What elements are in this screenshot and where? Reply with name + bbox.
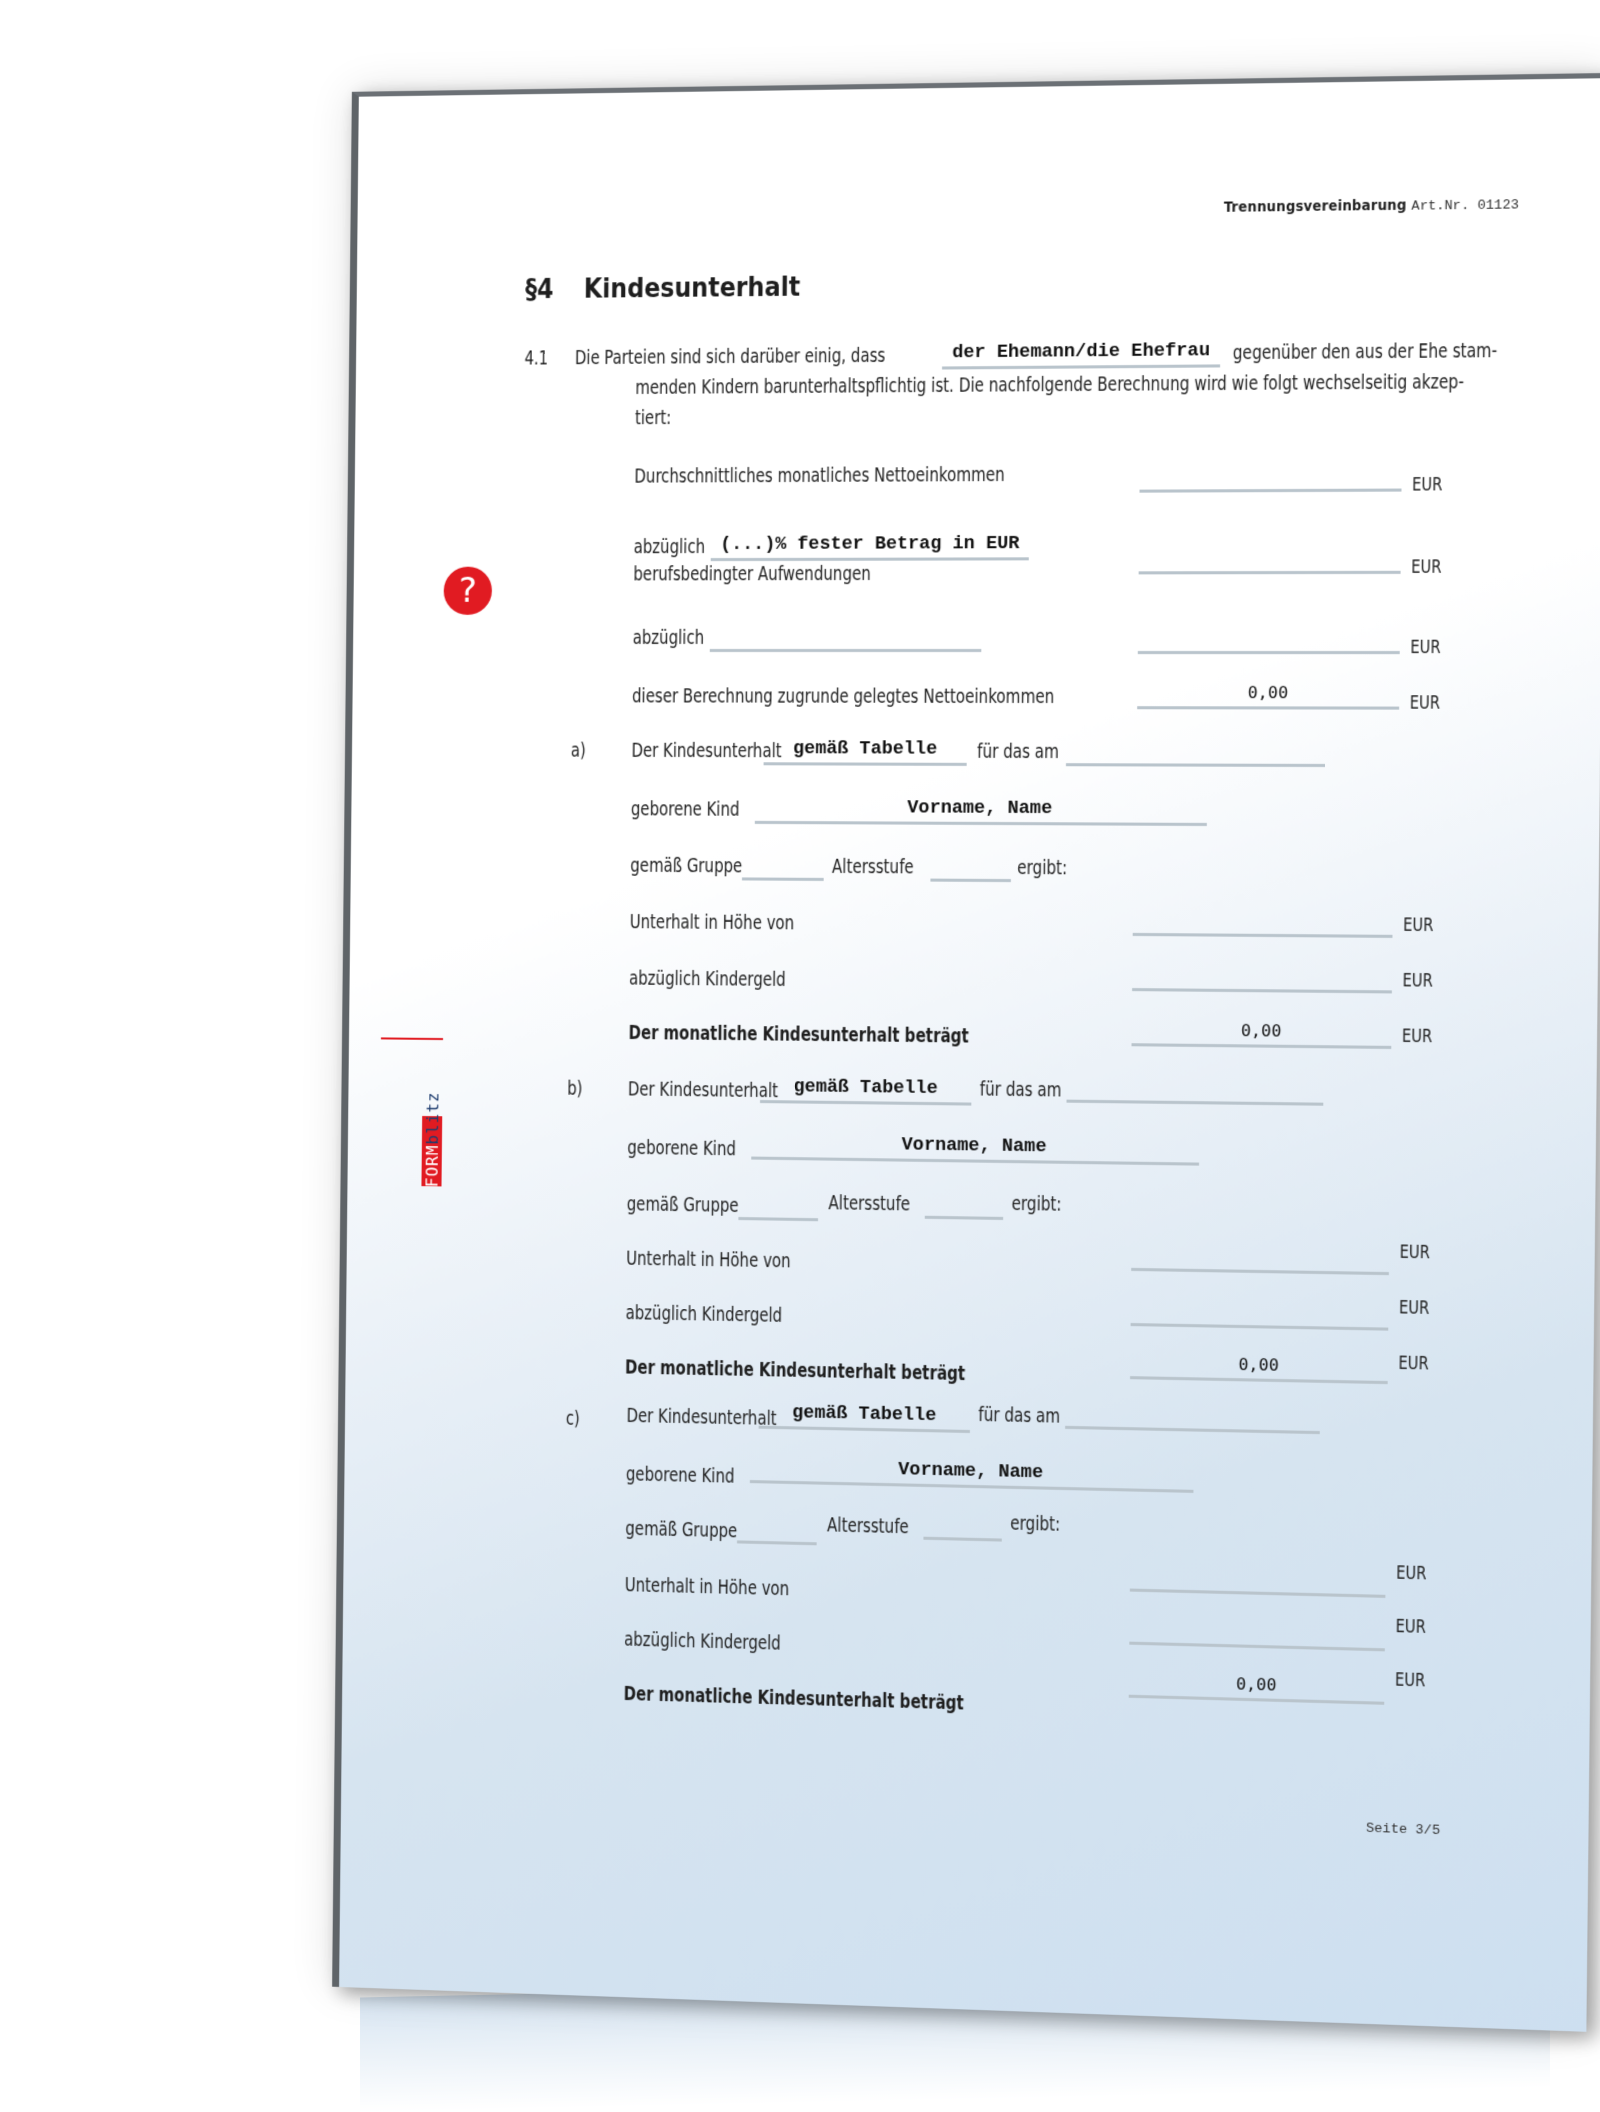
deduction2-value-field[interactable] [1138,626,1400,654]
clause-text-line3: tiert: [634,406,672,430]
total-label: Der monatliche Kindesunterhalt beträgt [624,1356,966,1386]
total-label: Der monatliche Kindesunterhalt beträgt [628,1021,969,1048]
currency-label: EUR [1409,692,1441,714]
birthdate-label: für das am [978,1403,1061,1428]
currency-label: EUR [1411,556,1442,578]
maintenance-label: Der Kindesunterhalt [631,739,782,763]
group-field[interactable] [738,1193,818,1221]
page-header [1224,193,1519,216]
age-level-label: Altersstufe [831,855,914,879]
age-level-field[interactable] [925,1191,1004,1220]
child-name-field[interactable]: Vorname, Name [755,797,1207,826]
birthdate-field[interactable] [1065,1401,1320,1434]
birthdate-field[interactable] [1066,739,1325,767]
child-benefit-label: abzüglich Kindergeld [624,1628,781,1655]
group-field[interactable] [742,853,824,881]
age-level-field[interactable] [930,854,1011,882]
currency-label: EUR [1395,1615,1426,1639]
result-label: ergibt: [1017,856,1068,880]
currency-label: EUR [1403,914,1434,937]
currency-label: EUR [1402,969,1433,992]
amount-field[interactable] [1133,908,1393,938]
currency-label: EUR [1410,636,1441,659]
amount-label: Unterhalt in Höhe von [626,1247,791,1273]
child-name-field[interactable]: Vorname, Name [751,1132,1199,1165]
currency-label: EUR [1401,1025,1433,1048]
age-level-field[interactable] [923,1512,1002,1541]
total-field[interactable]: 0,00 [1129,1670,1385,1705]
liable-party-field[interactable]: der Ehemann/die Ehefrau [942,340,1220,370]
article-number: Art.Nr. 01123 [1411,197,1519,214]
born-child-label: geborene Kind [627,1136,737,1161]
deduction1-label: abzüglich [633,535,706,559]
basis-income-field[interactable]: 0,00 [1137,682,1399,710]
birthdate-label: für das am [979,1078,1062,1102]
deduction2-label: abzüglich [632,626,705,649]
child-benefit-field[interactable] [1131,1299,1389,1331]
document-page [332,73,1600,2032]
amount-label: Unterhalt in Höhe von [629,911,795,935]
age-level-label: Altersstufe [828,1192,911,1216]
formblitz-logo [419,1038,443,1189]
amount-label: Unterhalt in Höhe von [624,1574,790,1601]
currency-label: EUR [1398,1296,1430,1320]
birthdate-label: für das am [977,740,1060,764]
group-label: gemäß Gruppe [626,1193,739,1218]
currency-label: EUR [1394,1669,1426,1692]
basis-income-label: dieser Berechnung zugrunde gelegtes Nettoeinkommen [632,685,1055,709]
maintenance-basis-field[interactable]: gemäß Tabelle [764,738,967,766]
age-level-label: Altersstufe [826,1514,909,1539]
maintenance-basis-field[interactable]: gemäß Tabelle [760,1076,972,1106]
currency-label: EUR [1411,473,1443,496]
section-number: §4 [525,274,554,306]
total-field[interactable]: 0,00 [1132,1019,1392,1049]
child-name-field[interactable]: Vorname, Name [750,1456,1194,1493]
deduction1-label2: berufsbedingter Aufwendungen [633,562,871,586]
page-number: Seite 3/5 [1365,1820,1441,1839]
group-label: gemäß Gruppe [625,1517,738,1543]
net-income-label: Durchschnittliches monatliches Nettoeinkommen [634,463,1005,488]
total-field[interactable]: 0,00 [1130,1352,1388,1385]
logo-text-blitz: blitz [422,1091,443,1145]
section-title: Kindesunterhalt [583,272,801,305]
maintenance-label: Der Kindesunterhalt [626,1404,777,1431]
net-income-field[interactable] [1139,464,1401,493]
section-heading [525,272,800,305]
group-label: gemäß Gruppe [630,854,743,878]
clause-text-line2: menden Kindern barunterhaltspflichtig ist. Die nachfolgende Berechnung wird wie folgt wechselseitig akzep- [635,370,1465,400]
result-label: ergibt: [1011,1192,1062,1216]
child-benefit-label: abzüglich Kindergeld [625,1301,783,1327]
born-child-label: geborene Kind [625,1463,735,1488]
clause-text-line1: Die Parteien sind sich darüber einig, dass [574,344,886,370]
deduction1-type-field[interactable]: (...)% fester Betrag in EUR [711,533,1029,561]
birthdate-field[interactable] [1067,1075,1324,1106]
amount-field[interactable] [1131,1243,1389,1275]
currency-label: EUR [1399,1241,1431,1264]
child-letter: a) [570,739,586,762]
doc-title: Trennungsvereinbarung [1223,197,1407,216]
amount-field[interactable] [1130,1564,1386,1598]
currency-label: EUR [1398,1352,1429,1375]
help-icon[interactable]: ? [443,567,492,615]
child-benefit-label: abzüglich Kindergeld [629,967,786,992]
maintenance-label: Der Kindesunterhalt [627,1078,779,1103]
clause-number: 4.1 [524,347,549,370]
deduction1-value-field[interactable] [1139,546,1401,574]
logo-text-form: FORM [422,1144,442,1188]
result-label: ergibt: [1010,1512,1061,1536]
child-letter: c) [565,1407,580,1430]
total-label: Der monatliche Kindesunterhalt beträgt [623,1682,964,1715]
clause-text-line1-end: gegenüber den aus der Ehe stam- [1232,339,1498,365]
maintenance-basis-field[interactable]: gemäß Tabelle [759,1401,971,1433]
child-benefit-field[interactable] [1132,964,1392,994]
child-letter: b) [567,1077,583,1100]
group-field[interactable] [737,1516,817,1545]
currency-label: EUR [1396,1562,1427,1585]
deduction2-type-field[interactable] [710,625,982,652]
born-child-label: geborene Kind [630,798,740,821]
child-benefit-field[interactable] [1129,1617,1385,1651]
